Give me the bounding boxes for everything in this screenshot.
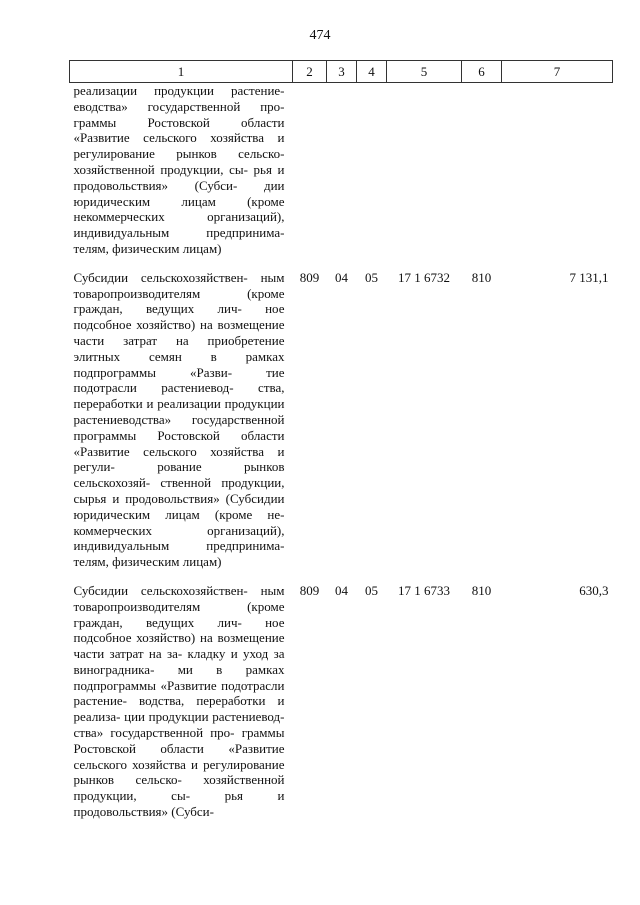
row-expense-type: 810	[471, 269, 492, 285]
table-row	[70, 583, 613, 820]
row-ministry: 809	[299, 269, 320, 285]
row-subsection	[357, 83, 387, 257]
row-subsection: 05	[365, 582, 378, 598]
row-expense-type	[462, 83, 502, 257]
row-target-article	[387, 83, 462, 257]
row-amount: 7 131,1	[569, 269, 609, 285]
budget-table	[69, 60, 613, 820]
row-amount: 630,3	[579, 582, 609, 598]
page-number: 474	[309, 28, 331, 43]
header-row	[70, 61, 613, 83]
table-body	[70, 83, 613, 820]
row-ministry: 809	[299, 582, 320, 598]
header-col-section: 3	[327, 61, 357, 83]
table-row	[70, 270, 613, 570]
row-section: 04	[335, 269, 348, 285]
row-section: 04	[335, 582, 348, 598]
row-ministry	[293, 83, 327, 257]
row-expense-type: 810	[471, 582, 492, 598]
header-col-target-article: 5	[387, 61, 462, 83]
header-col-subsection: 4	[357, 61, 387, 83]
header-col-amount: 7	[502, 61, 613, 83]
row-description: Субсидии сельскохозяйствен- ным товаропроизводителям (кроме граждан, ведущих лич- ное подсобное хозяйство) на возмещение части затрат на за- кладку и уход за виноградника- ми в рамках подпрограммы «Развитие подотрасли растение- водства, переработки и реализа- ции продукции растениевод- ства» государственной про- граммы Ростовской области «Развитие сельского хозяйства и регулирование рынков сельско- хозяйственной продукции, сы- рья и продовольствия» (Субси-	[73, 582, 285, 820]
table-header	[70, 61, 613, 83]
header-col-expense-type: 6	[462, 61, 502, 83]
table-row	[70, 83, 613, 257]
row-gap	[70, 570, 613, 583]
row-description: реализации продукции растение- еводства» государственной про- граммы Ростовской области «Развитие сельского хозяйства и регулирование рынков сельско- хозяйственной продукции, сы- рья и продовольствия» (Субси- дии юридическим лицам (кроме некоммерческих организаций), индивидуальным предпринима- телям, физическим лицам)	[73, 83, 285, 256]
row-description: Субсидии сельскохозяйствен- ным товаропроизводителям (кроме граждан, ведущих лич- ное подсобное хозяйство) на возмещение части затрат на приобретение элитных семян в рамках подпрограммы «Разви- тие подотрасли растениевод- ства, переработки и реализации продукции растениеводства» государственной программы Ростовской области «Развитие сельского хозяйства и регули- рование рынков сельскохозяй- ственной продукции, сырья и продовольствия» (Субсидии юридическим лицам (кроме не- коммерческих организаций), индивидуальным предпринима- телям, физическим лицам)	[73, 269, 285, 570]
row-target-article: 17 1 6732	[398, 269, 450, 285]
header-col-description: 1	[70, 61, 293, 83]
row-target-article: 17 1 6733	[398, 582, 450, 598]
header-col-ministry: 2	[293, 61, 327, 83]
row-section	[327, 83, 357, 257]
row-amount	[502, 83, 613, 257]
row-gap	[70, 257, 613, 270]
row-subsection: 05	[365, 269, 378, 285]
